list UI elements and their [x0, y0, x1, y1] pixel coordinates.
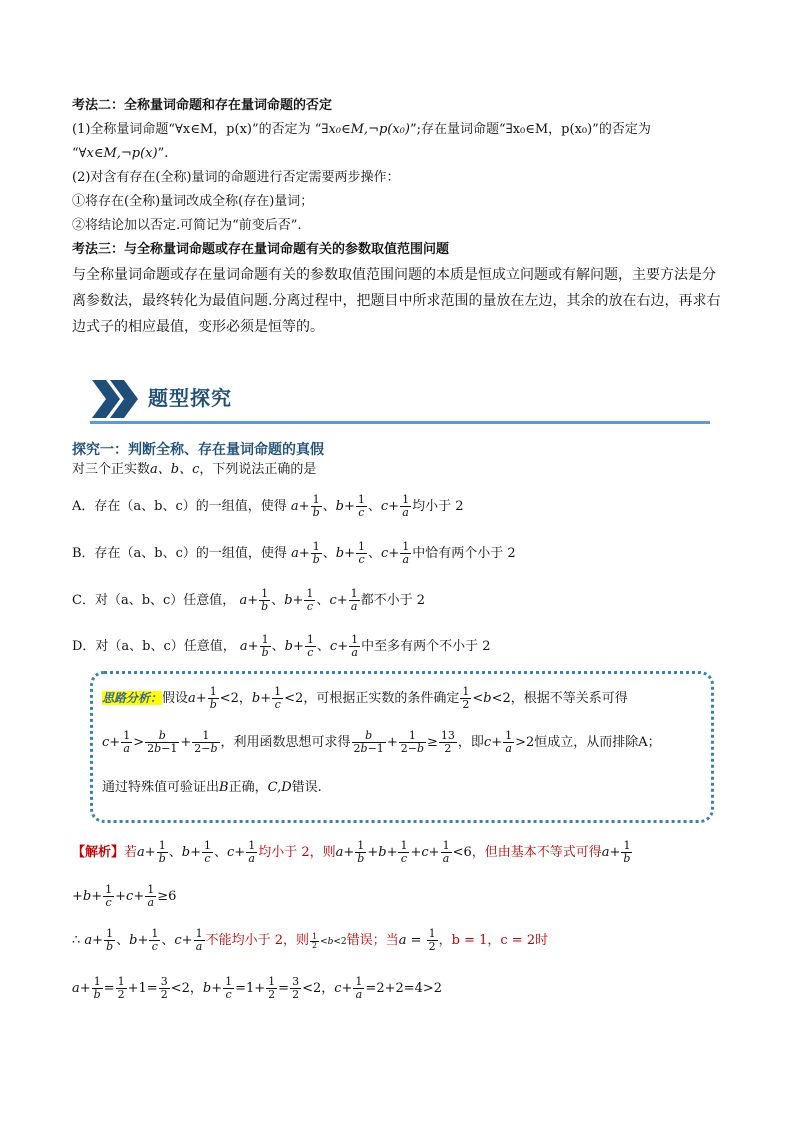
- explore1-title: 探究一：判断全称、存在量词命题的真假: [72, 442, 324, 458]
- option-d[interactable]: D．对（a、b、c）任意值， a+ $\frac{1}{b}$ 、b+ $\frac{1}{c}$ 、c+ $\frac{1}{a}$ 中至多有两个不小于 2: [72, 633, 491, 659]
- method2-p3: ①将存在(全称)量词改成全称(存在)量词；: [72, 194, 314, 209]
- method3-body: 与全称量词命题或存在量词命题有关的参数取值范围问题的本质是恒成立问题或有解问题，主要方法是分离参数法，最终转化为最值问题.分离过程中，把题目中所求范围的量放在左边，其余的放在右边，再求右边式子的相应最值，变形必须是恒等的。: [72, 267, 721, 335]
- option-c[interactable]: C．对（a、b、c）任意值， a+ $\frac{1}{b}$ 、b+ $\frac{1}{c}$ 、c+ $\frac{1}{a}$ 都不小于 2: [72, 587, 426, 613]
- analysis-line-1: 思路分析：假设a+ $\frac{1}{b}$ <2，b+ $\frac{1}{c}$ <2，可根据正实数的条件确定 $\frac{1}{2}$ <b<2，根据不等关系可得: [102, 685, 628, 711]
- method2-p1-cont: “∀x∈M,¬p(x)”.: [72, 146, 169, 161]
- solution-line-1: 【解析】若a+ $\frac{1}{b}$ 、b+ $\frac{1}{c}$ 、c+ $\frac{1}{a}$ 均小于 2，则a+ $\frac{1}{b}$ +b+ $\frac{1}{c}$ +c+ $\frac{1}{a}$ <6，但由基本不等式可得a+ $\frac{1}{b}$: [72, 839, 631, 865]
- explore1-question: 对三个正实数a、b、c，下列说法正确的是: [72, 462, 317, 477]
- analysis-line-2: c+ $\frac{1}{a}$ > $\frac{b}{2b-1}$ + $\frac{1}{2-b}$ ，利用函数思想可求得 $\frac{b}{2b-1}$ + $\frac{1}{2-b}$ ≥ $\frac{13}{2}$ ，即c+ $\frac{1}{a}$ >2恒成立，从而排除A；: [102, 729, 661, 755]
- solution-line-3: ∴ a+ $\frac{1}{b}$ 、b+ $\frac{1}{c}$ 、c+ $\frac{1}{a}$ 不能均小于 2，则 $\frac{1}{2}$ <b<2错误；当a = $\frac{1}{2}$ ，b = 1，c = 2时: [72, 927, 549, 953]
- method2-p2: (2)对含有存在(全称)量词的命题进行否定需要两步操作：: [72, 170, 400, 185]
- solution-line-2: +b+ $\frac{1}{c}$ +c+ $\frac{1}{a}$ ≥6: [72, 883, 177, 909]
- solution-label: 【解析】: [72, 845, 125, 860]
- method2-title: 考法二：全称量词命题和存在量词命题的否定: [72, 98, 333, 113]
- solution-line-4: a+ $\frac{1}{b}$ = $\frac{1}{2}$ +1= $\frac{3}{2}$ <2，b+ $\frac{1}{c}$ =1+ $\frac{1}{2}$ = $\frac{3}{2}$ <2，c+ $\frac{1}{a}$ =2+2=4>2: [72, 975, 443, 1001]
- banner-title: 题型探究: [148, 386, 232, 410]
- double-chevron-icon: [90, 376, 140, 422]
- method3-section: [72, 238, 722, 340]
- explore1-section: [72, 440, 722, 480]
- banner-underline: [90, 421, 710, 424]
- analysis-label: 思路分析：: [102, 691, 163, 705]
- section-banner: [90, 376, 710, 424]
- method3-title: 考法三：与全称量词命题或存在量词命题有关的参数取值范围问题: [72, 242, 450, 257]
- method2-p1: (1)全称量词命题“∀x∈M，p(x)”的否定为 “∃x₀∈M,¬p(x₀)”;存在量词命题“∃x₀∈M，p(x₀)”的否定为: [72, 122, 651, 137]
- method2-p4: ②将结论加以否定.可简记为“前变后否”.: [72, 218, 302, 233]
- option-b[interactable]: B．存在（a、b、c）的一组值，使得 a+ $\frac{1}{b}$ 、b+ $\frac{1}{c}$ 、c+ $\frac{1}{a}$ 中恰有两个小于 2: [72, 540, 516, 566]
- option-a[interactable]: A．存在（a、b、c）的一组值，使得 a+ $\frac{1}{b}$ 、b+ $\frac{1}{c}$ 、c+ $\frac{1}{a}$ 均小于 2: [72, 493, 464, 519]
- analysis-line-3: 通过特殊值可验证出B正确，C,D错误.: [102, 780, 322, 795]
- method2-section: [72, 94, 722, 238]
